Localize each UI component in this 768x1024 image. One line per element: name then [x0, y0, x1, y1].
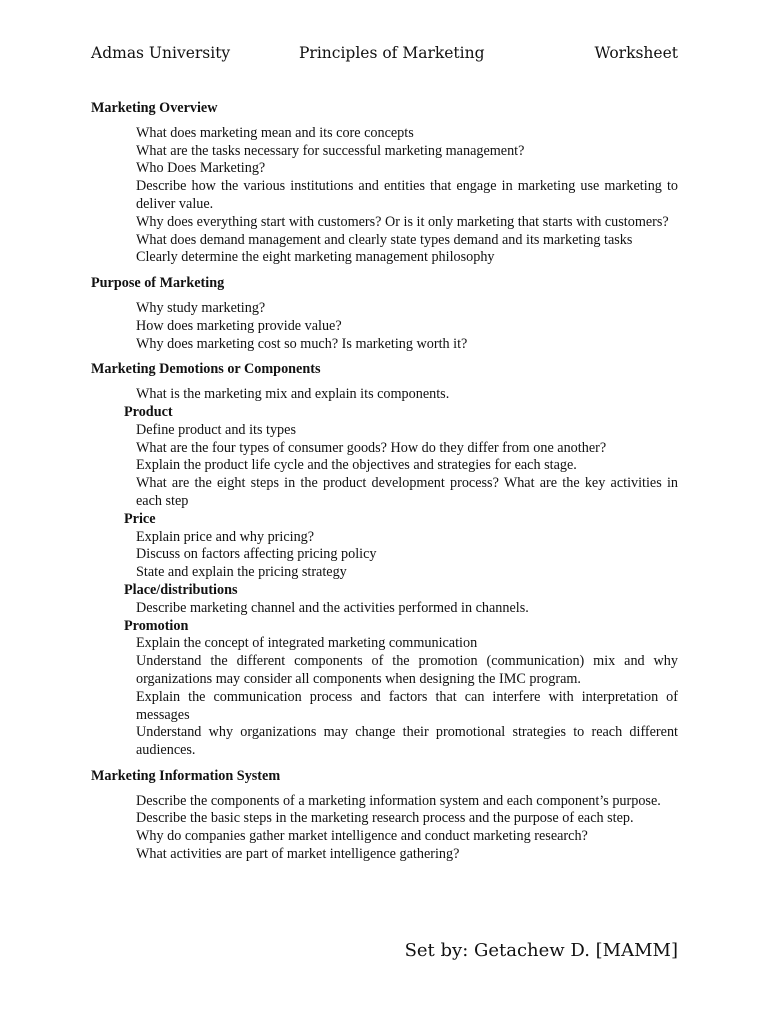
question-item: Explain the communication process and factors that can interfere with interpretation of messages [136, 688, 678, 723]
question-item: Define product and its types [136, 421, 296, 438]
section-purpose-of-marketing [91, 275, 678, 353]
section-marketing-information-system [91, 768, 678, 864]
question-item: What is the marketing mix and explain its components. [136, 386, 450, 403]
section-marketing-overview [91, 100, 678, 267]
question-list [91, 600, 678, 618]
worksheet-content [91, 100, 678, 872]
section-title: Marketing Demotions or Components [91, 361, 321, 378]
document-type: Worksheet [594, 44, 678, 62]
question-item: Why does marketing cost so much? Is marketing worth it? [136, 335, 468, 352]
course-title: Principles of Marketing [299, 44, 485, 62]
question-item: What does marketing mean and its core concepts [136, 124, 414, 141]
question-item: Why do companies gather market intelligence and conduct marketing research? [136, 828, 588, 845]
question-list [91, 300, 678, 353]
university-name: Admas University [91, 44, 231, 62]
question-item: How does marketing provide value? [136, 317, 342, 334]
subsection-title-promotion: Promotion [124, 617, 189, 634]
question-item: Describe the components of a marketing information system and each component’s purpose. [136, 792, 661, 809]
question-item: State and explain the pricing strategy [136, 564, 347, 581]
author-credit: Set by: Getachew D. [MAMM] [404, 940, 678, 961]
question-item: Explain price and why pricing? [136, 528, 315, 545]
question-list [91, 422, 678, 511]
question-list [91, 529, 678, 582]
question-item: Describe marketing channel and the activities performed in channels. [136, 599, 529, 616]
question-item: Explain the concept of integrated marketing communication [136, 635, 478, 652]
question-list [91, 793, 678, 864]
subsection-title-product: Product [124, 403, 173, 420]
question-list [91, 635, 678, 760]
question-item: What activities are part of market intelligence gathering? [136, 846, 460, 863]
question-item: Understand the different components of the promotion (communication) mix and why organizations may consider all components when designing the IMC program. [136, 653, 678, 687]
question-item: Explain the product life cycle and the objectives and strategies for each stage. [136, 457, 577, 474]
question-item: Understand why organizations may change their promotional strategies to reach different audiences. [136, 724, 678, 759]
question-item: What are the tasks necessary for successful marketing management? [136, 142, 525, 159]
question-item: Clearly determine the eight marketing management philosophy [136, 249, 495, 266]
subsection-title-place: Place/distributions [124, 581, 238, 598]
question-item: Describe the basic steps in the marketing research process and the purpose of each step. [136, 810, 634, 827]
question-item: What are the eight steps in the product development process? What are the key activities in each step [136, 475, 678, 509]
section-title: Marketing Information System [91, 767, 281, 784]
question-item: Why study marketing? [136, 299, 266, 316]
question-item: Discuss on factors affecting pricing policy [136, 546, 377, 563]
subsection-title-price: Price [124, 510, 156, 527]
section-title: Marketing Overview [91, 100, 218, 116]
question-list [91, 386, 678, 404]
section-marketing-components [91, 361, 678, 760]
question-item: Who Does Marketing? [136, 160, 266, 177]
question-item: Describe how the various institutions and entities that engage in marketing use marketing to deliver value. [136, 178, 678, 212]
page-header [91, 44, 678, 70]
question-item: What are the four types of consumer goods? How do they differ from one another? [136, 439, 607, 456]
question-item: What does demand management and clearly state types demand and its marketing tasks [136, 231, 633, 248]
question-item: Why does everything start with customers? Or is it only marketing that starts with customers? [136, 213, 669, 230]
section-title: Purpose of Marketing [91, 275, 225, 292]
question-list [91, 125, 678, 267]
